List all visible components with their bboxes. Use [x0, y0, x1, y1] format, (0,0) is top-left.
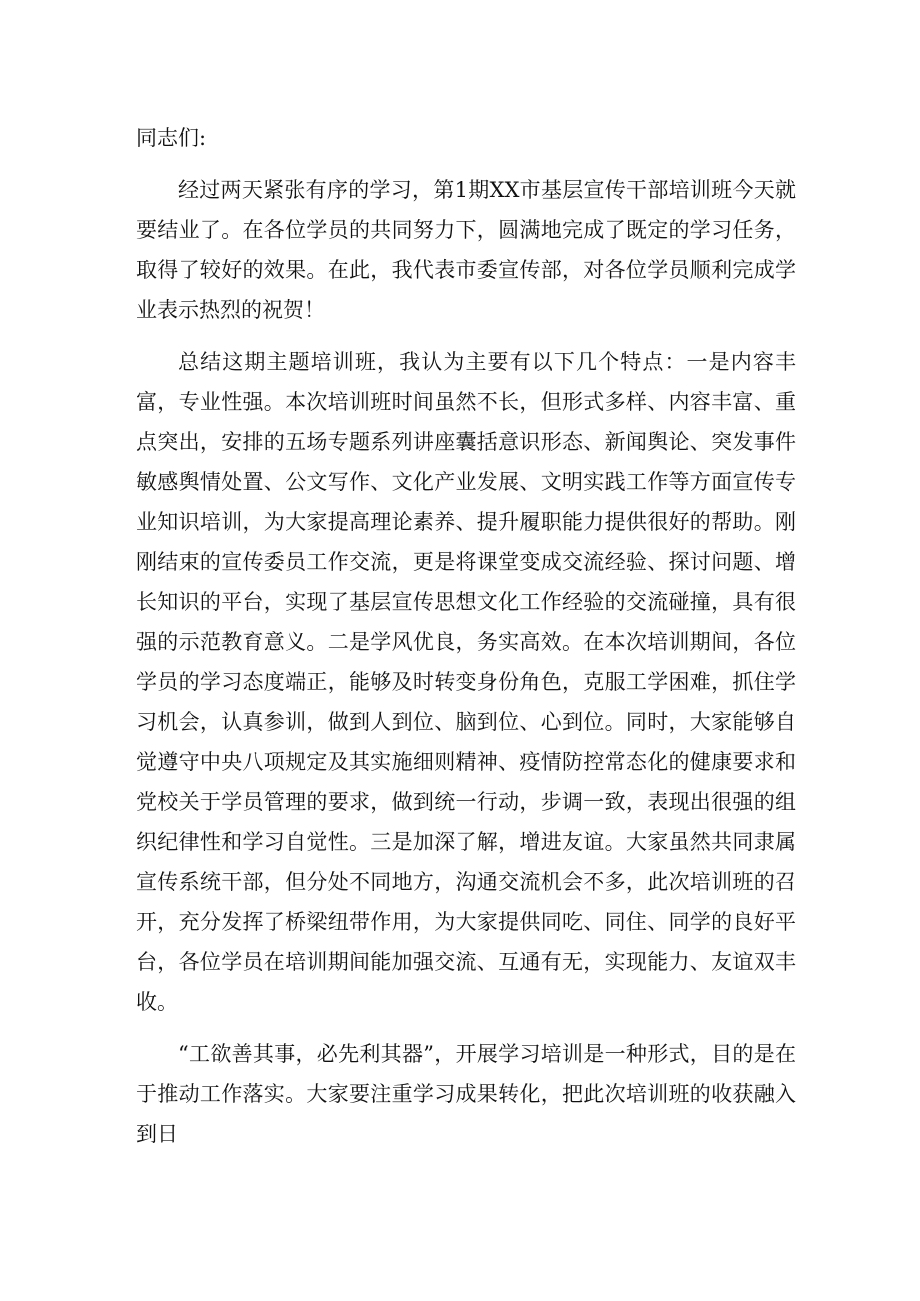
salutation: 同志们:: [136, 126, 207, 150]
paragraph-summary: 总结这期主题培训班，我认为主要有以下几个特点：一是内容丰富，专业性强。本次培训班时间虽然不长，但形式多样、内容丰富、重点突出，安排的五场专题系列讲座囊括意识形态、新闻舆论、突发事件敏感舆情处置、公文写作、文化产业发展、文明实践工作等方面宣传专业知识培训，为大家提高理论素养、提升履职能力提供很好的帮助。刚刚结束的宣传委员工作交流，更是将课堂变成交流经验、探讨问题、增长知识的平台，实现了基层宣传思想文化工作经验的交流碰撞，具有很强的示范教育意义。二是学风优良，务实高效。在本次培训期间，各位学员的学习态度端正，能够及时转变身份角色，克服工学困难，抓住学习机会，认真参训，做到人到位、脑到位、心到位。同时，大家能够自觉遵守中央八项规定及其实施细则精神、疫情防控常态化的健康要求和党校关于学员管理的要求，做到统一行动，步调一致，表现出很强的组织纪律性和学习自觉性。三是加深了解，增进友谊。大家虽然共同隶属宣传系统干部，但分处不同地方，沟通交流机会不多，此次培训班的召开，充分发挥了桥梁纽带作用，为大家提供同吃、同住、同学的良好平台，各位学员在培训期间能加强交流、互通有无，实现能力、友谊双丰收。: [136, 350, 796, 1014]
paragraph-closing: “工欲善其事，必先利其器”，开展学习培训是一种形式，目的是在于推动工作落实。大家要注重学习成果转化，把此次培训班的收获融入到日: [136, 1042, 796, 1146]
paragraph-opening: 经过两天紧张有序的学习，第1期XX市基层宣传干部培训班今天就要结业了。在各位学员的共同努力下，圆满地完成了既定的学习任务，取得了较好的效果。在此，我代表市委宣传部，对各位学员顺利完成学业表示热烈的祝贺！: [136, 178, 796, 322]
document-page: [136, 118, 796, 1166]
